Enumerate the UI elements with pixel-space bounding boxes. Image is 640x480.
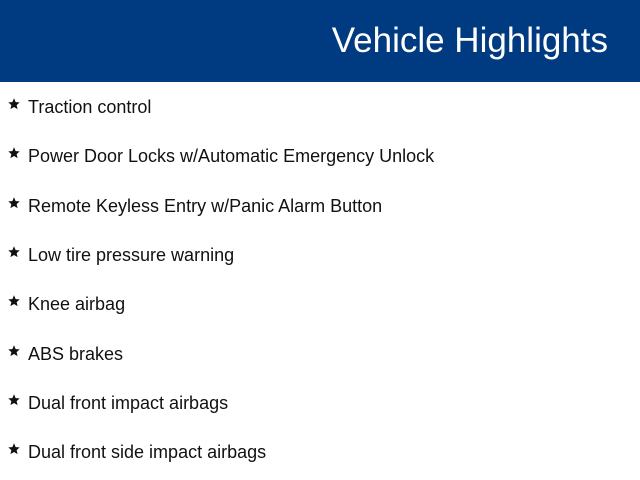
highlight-label: Remote Keyless Entry w/Panic Alarm Button <box>28 196 383 216</box>
list-item <box>0 291 640 319</box>
highlights-list <box>0 82 640 480</box>
title-banner <box>0 0 640 82</box>
star-icon <box>7 245 21 259</box>
list-item <box>0 341 640 369</box>
highlight-label: Low tire pressure warning <box>28 245 235 265</box>
star-icon <box>7 146 21 160</box>
list-item <box>0 193 640 221</box>
highlight-label: Dual front side impact airbags <box>28 442 267 462</box>
highlight-label: Power Door Locks w/Automatic Emergency Unlock <box>28 146 435 166</box>
star-icon <box>7 344 21 358</box>
list-item <box>0 439 640 467</box>
list-item <box>0 242 640 270</box>
highlight-label: Traction control <box>28 97 152 117</box>
highlight-label: Knee airbag <box>28 294 126 314</box>
list-item <box>0 143 640 171</box>
star-icon <box>7 393 21 407</box>
page-title: Vehicle Highlights <box>331 21 608 60</box>
highlight-label: ABS brakes <box>28 344 124 364</box>
star-icon <box>7 442 21 456</box>
list-item <box>0 390 640 418</box>
highlight-label: Dual front impact airbags <box>28 393 229 413</box>
star-icon <box>7 97 21 111</box>
star-icon <box>7 294 21 308</box>
list-item <box>0 94 640 122</box>
star-icon <box>7 196 21 210</box>
